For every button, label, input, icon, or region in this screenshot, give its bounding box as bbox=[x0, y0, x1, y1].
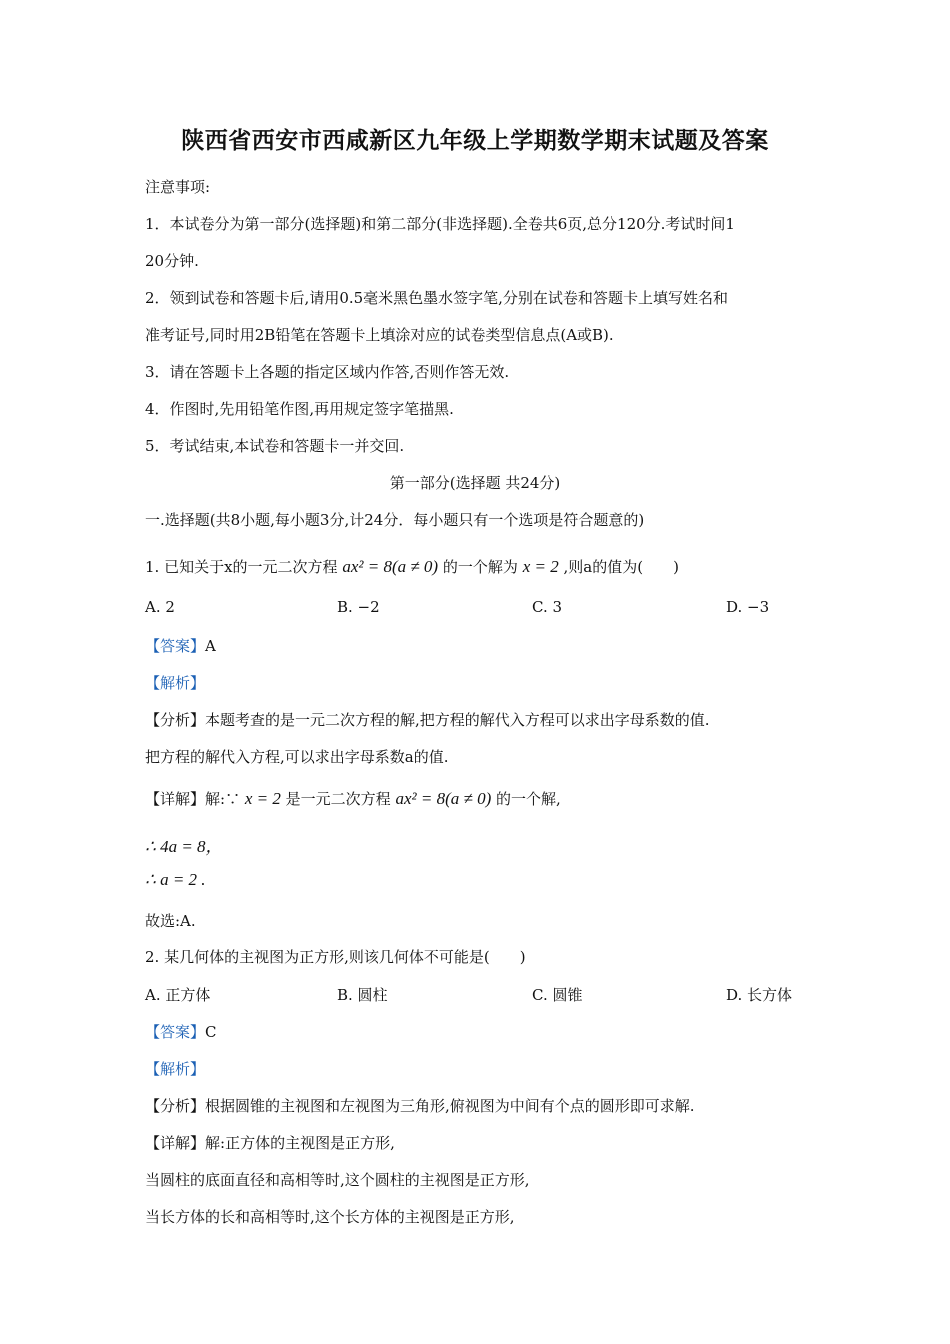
q1-step-2: ∴ a = 2 . bbox=[145, 870, 206, 889]
q1-detail-mid: 是一元二次方程 bbox=[285, 790, 391, 808]
q2-option-a: A. 正方体 bbox=[145, 986, 211, 1004]
q2-answer-tag: 【答案】 bbox=[145, 1023, 206, 1041]
q1-analysis-tag: 【分析】 bbox=[145, 711, 206, 729]
q1-analysis-text: 本题考查的是一元二次方程的解,把方程的解代入方程可以求出字母系数的值. bbox=[205, 711, 710, 729]
q1-jiexi: 【解析】 bbox=[145, 674, 206, 692]
q2-answer bbox=[145, 1021, 217, 1042]
q2-detail-line-3: 当长方体的长和高相等时,这个长方体的主视图是正方形, bbox=[145, 1208, 515, 1226]
q2-analysis-tag: 【分析】 bbox=[145, 1097, 206, 1115]
q1-option-b: B. −2 bbox=[337, 598, 380, 616]
q2-jiexi: 【解析】 bbox=[145, 1060, 206, 1078]
q1-detail-pre: 解:∵ bbox=[205, 790, 241, 808]
q1-option-c: C. 3 bbox=[532, 598, 563, 616]
q1-option-d: D. −3 bbox=[726, 598, 770, 616]
q1-stem-post: ,则a的值为( ) bbox=[563, 558, 679, 576]
notice-item-3: 3．请在答题卡上各题的指定区域内作答,否则作答无效. bbox=[145, 363, 510, 381]
notice-item-1a: 1．本试卷分为第一部分(选择题)和第二部分(非选择题).全卷共6页,总分120分.考试时间1 bbox=[145, 215, 735, 233]
q2-option-c: C. 圆锥 bbox=[532, 986, 583, 1004]
q2-analysis-text: 根据圆锥的主视图和左视图为三角形,俯视图为中间有个点的圆形即可求解. bbox=[205, 1097, 695, 1115]
q1-answer-value: A bbox=[205, 637, 216, 655]
q2-option-b: B. 圆柱 bbox=[337, 986, 388, 1004]
q2-option-d: D. 长方体 bbox=[726, 986, 793, 1004]
q2-stem: 2. 某几何体的主视图为正方形,则该几何体不可能是( ) bbox=[145, 948, 526, 966]
notice-item-5: 5．考试结束,本试卷和答题卡一并交回. bbox=[145, 437, 405, 455]
notice-heading: 注意事项: bbox=[145, 178, 211, 196]
q2-detail-text: 解:正方体的主视图是正方形, bbox=[205, 1134, 395, 1152]
q1-option-a: A. 2 bbox=[145, 598, 175, 616]
notice-item-2b: 准考证号,同时用2B铅笔在答题卡上填涂对应的试卷类型信息点(A或B). bbox=[145, 326, 614, 344]
notice-item-4: 4．作图时,先用铅笔作图,再用规定签字笔描黑. bbox=[145, 400, 454, 418]
q1-analysis-2: 把方程的解代入方程,可以求出字母系数a的值. bbox=[145, 748, 449, 766]
q1-equation: ax² = 8(a ≠ 0) bbox=[342, 557, 439, 576]
q1-detail bbox=[145, 788, 561, 809]
q1-stem-pre: 1. 已知关于x的一元二次方程 bbox=[145, 558, 338, 576]
q2-detail-tag: 【详解】 bbox=[145, 1134, 206, 1152]
q1-analysis bbox=[145, 709, 710, 730]
part1-heading: 第一部分(选择题 共24分) bbox=[389, 474, 561, 492]
q1-detail-tag: 【详解】 bbox=[145, 790, 206, 808]
q1-answer-tag: 【答案】 bbox=[145, 637, 206, 655]
q1-detail-post: 的一个解, bbox=[496, 790, 561, 808]
q1-step-1: ∴ 4a = 8， bbox=[145, 837, 223, 856]
q2-analysis bbox=[145, 1095, 695, 1116]
notice-item-1b: 20分钟. bbox=[145, 252, 199, 270]
q2-answer-value: C bbox=[205, 1023, 217, 1041]
q1-stem bbox=[145, 556, 679, 577]
q1-conclusion: 故选:A. bbox=[145, 912, 196, 930]
q1-stem-mid: 的一个解为 bbox=[442, 558, 518, 576]
q2-detail-line-2: 当圆柱的底面直径和高相等时,这个圆柱的主视图是正方形, bbox=[145, 1171, 530, 1189]
q1-detail-x: x = 2 bbox=[244, 789, 281, 808]
section-heading: 一.选择题(共8小题,每小题3分,计24分．每小题只有一个选项是符合题意的) bbox=[145, 511, 645, 529]
q2-detail bbox=[145, 1132, 395, 1153]
q1-solution: x = 2 bbox=[522, 557, 559, 576]
q1-answer bbox=[145, 635, 216, 656]
page-title: 陕西省西安市西咸新区九年级上学期数学期末试题及答案 bbox=[181, 127, 769, 154]
q1-detail-equation: ax² = 8(a ≠ 0) bbox=[395, 789, 492, 808]
notice-item-2a: 2．领到试卷和答题卡后,请用0.5毫米黑色墨水签字笔,分别在试卷和答题卡上填写姓名和 bbox=[145, 289, 728, 307]
